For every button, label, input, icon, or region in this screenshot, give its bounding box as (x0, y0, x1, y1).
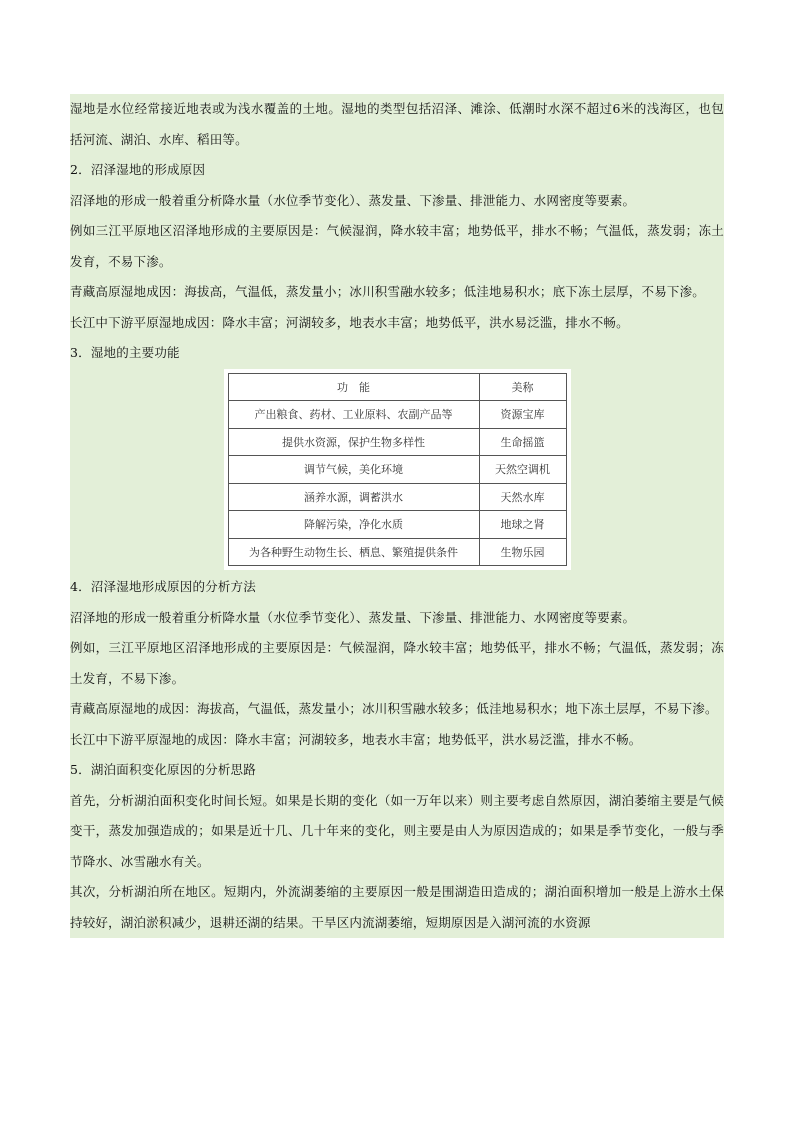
paragraph-wetland-definition: 湿地是水位经常接近地表或为浅水覆盖的土地。湿地的类型包括沼泽、滩涂、低潮时水深不超过6米的浅海区，也包括河流、湖泊、水库、稻田等。 (70, 101, 724, 147)
paragraph: 沼泽地的形成一般着重分析降水量（水位季节变化）、蒸发量、下渗量、排泄能力、水网密度等要素。 (70, 609, 636, 625)
table-cell-function: 调节气候，美化环境 (228, 456, 479, 484)
paragraph: 沼泽地的形成一般着重分析降水量（水位季节变化）、蒸发量、下渗量、排泄能力、水网密度等要素。 (70, 192, 636, 208)
table-header-nickname: 美称 (479, 373, 566, 401)
table-cell-nickname: 生物乐园 (479, 538, 566, 566)
section-heading-4: 4．沼泽湿地形成原因的分析方法 (70, 579, 256, 594)
table-cell-nickname: 资源宝库 (479, 401, 566, 429)
table-row (228, 428, 566, 456)
paragraph: 青藏高原湿地的成因：海拔高，气温低，蒸发量小；冰川积雪融水较多；低洼地易积水；地下冻土层厚，不易下渗。 (70, 701, 718, 716)
function-table-container (70, 369, 724, 573)
section-heading-5: 5．湖泊面积变化原因的分析思路 (70, 762, 256, 777)
section-heading-3: 3．湿地的主要功能 (70, 345, 180, 360)
table-row (228, 511, 566, 539)
paragraph: 长江中下游平原湿地成因：降水丰富；河湖较多，地表水丰富；地势低平，洪水易泛滥，排水不畅。 (70, 314, 629, 330)
table-cell-nickname: 天然水库 (479, 483, 566, 511)
table-cell-nickname: 生命摇篮 (479, 428, 566, 456)
table-header-function: 功 能 (228, 373, 479, 401)
paragraph: 其次，分析湖泊所在地区。短期内，外流湖萎缩的主要原因一般是围湖造田造成的；湖泊面积增加一般是上游水土保持较好，湖泊淤积减少，退耕还湖的结果。干旱区内流湖萎缩，短期原因是入湖河流的水资源 (70, 884, 724, 930)
document-body (70, 94, 724, 938)
paragraph: 长江中下游平原湿地的成因：降水丰富；河湖较多，地表水丰富；地势低平，洪水易泛滥，排水不畅。 (70, 731, 642, 747)
table-row (228, 483, 566, 511)
table-cell-function: 提供水资源，保护生物多样性 (228, 428, 479, 456)
paragraph: 例如三江平原地区沼泽地形成的主要原因是：气候湿润，降水较丰富；地势低平，排水不畅；气温低，蒸发弱；冻土发育，不易下渗。 (70, 223, 724, 269)
table-cell-nickname: 天然空调机 (479, 456, 566, 484)
paragraph: 首先，分析湖泊面积变化时间长短。如果是长期的变化（如一万年以来）则主要考虑自然原因，湖泊萎缩主要是气候变干，蒸发加强造成的；如果是近十几、几十年来的变化，则主要是由人为原因造成的；如果是季节变化，一般与季节降水、冰雪融水有关。 (70, 792, 724, 869)
table-row (228, 538, 566, 566)
paragraph: 青藏高原湿地成因：海拔高，气温低，蒸发量小；冰川积雪融水较多；低洼地易积水；底下冻土层厚，不易下渗。 (70, 284, 706, 299)
table-cell-function: 为各种野生动物生长、栖息、繁殖提供条件 (228, 538, 479, 566)
table-cell-function: 涵养水源，调蓄洪水 (228, 483, 479, 511)
table-header-row (228, 373, 566, 401)
paragraph: 例如，三江平原地区沼泽地形成的主要原因是：气候湿润，降水较丰富；地势低平，排水不畅；气温低，蒸发弱；冻土发育，不易下渗。 (70, 640, 724, 686)
table-cell-nickname: 地球之肾 (479, 511, 566, 539)
table-row (228, 401, 566, 429)
section-heading-2: 2．沼泽湿地的形成原因 (70, 162, 206, 177)
table-cell-function: 产出粮食、药材、工业原料、农副产品等 (228, 401, 479, 429)
wetland-function-table (228, 373, 567, 567)
table-row (228, 456, 566, 484)
table-cell-function: 降解污染，净化水质 (228, 511, 479, 539)
